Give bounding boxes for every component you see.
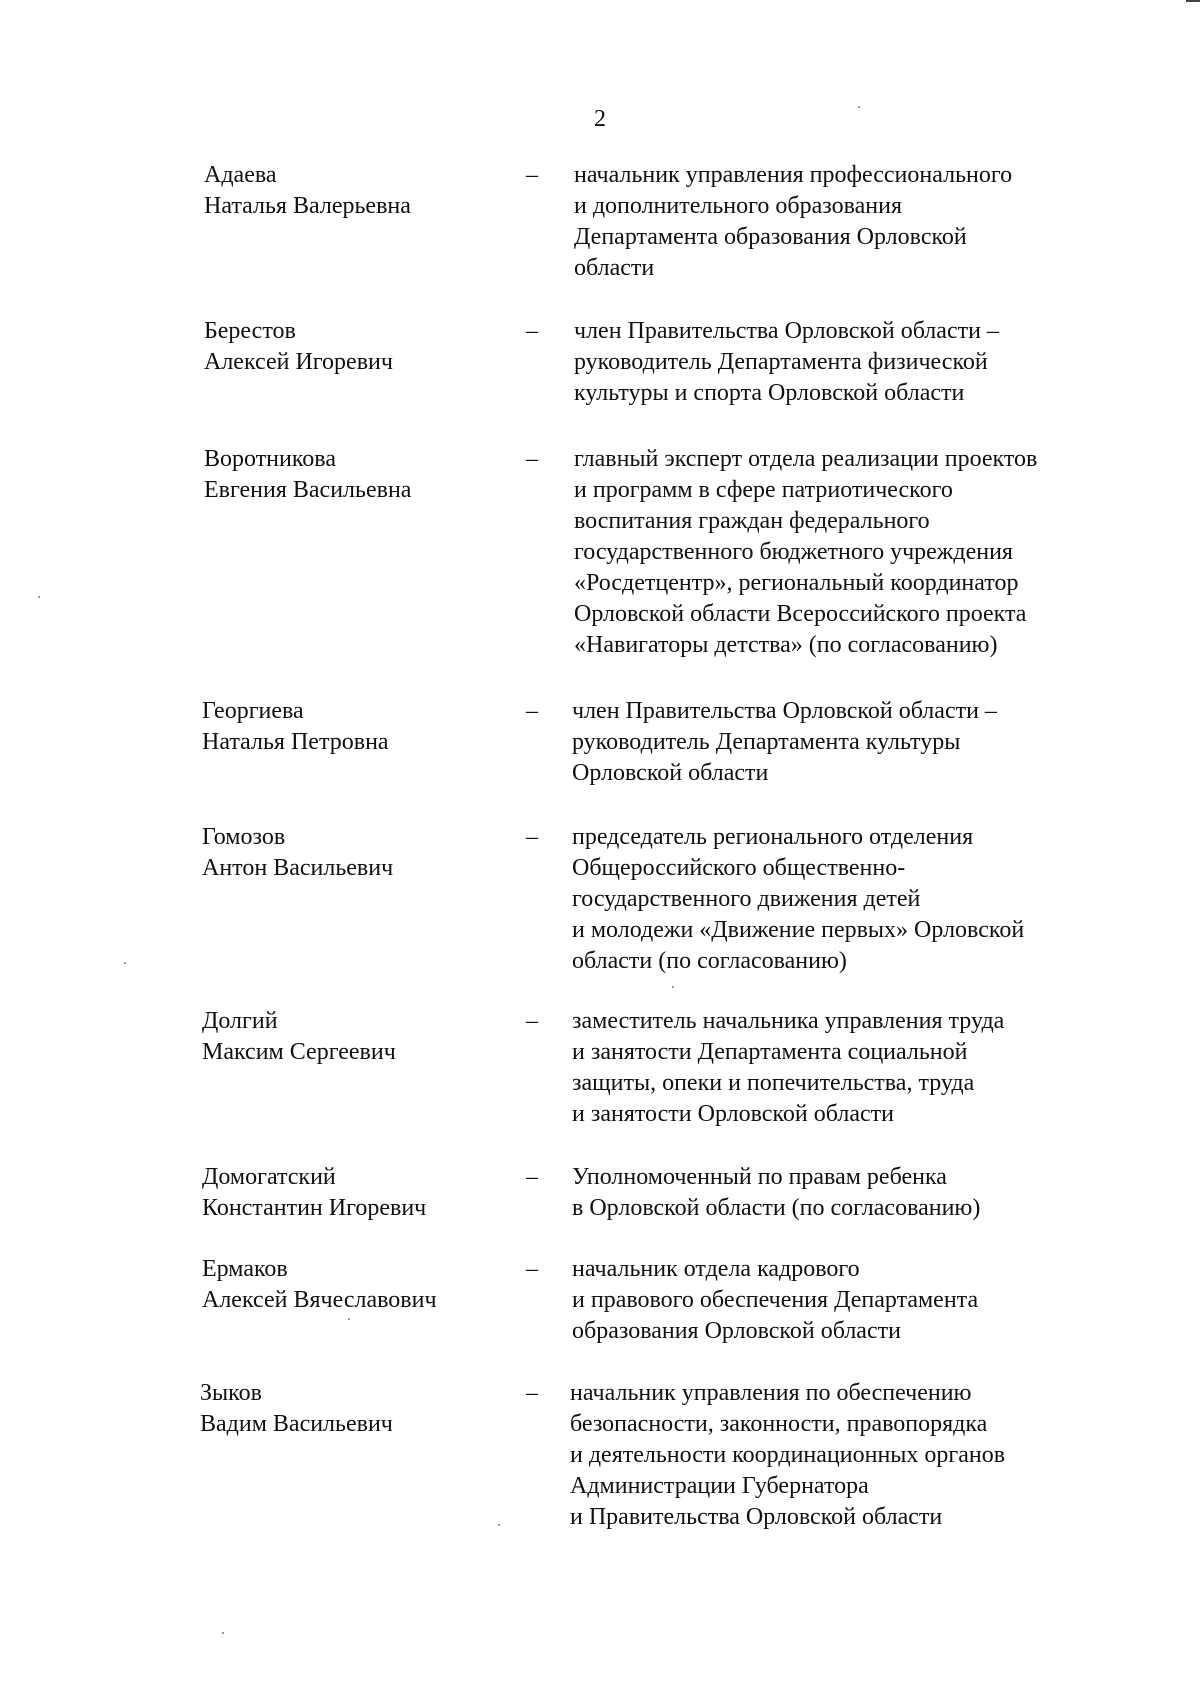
member-name xyxy=(202,696,389,758)
member-surname: Ермаков xyxy=(202,1256,288,1282)
page-number: 2 xyxy=(594,106,606,132)
position-line: культуры и спорта Орловской области xyxy=(574,380,965,406)
member-position xyxy=(572,1006,1004,1130)
position-line: государственного движения детей xyxy=(572,886,921,912)
member-surname: Гомозов xyxy=(202,824,286,850)
position-line: Администрации Губернатора xyxy=(570,1473,869,1499)
position-line: начальник отдела кадрового xyxy=(572,1256,860,1282)
position-line: руководитель Департамента физической xyxy=(574,349,988,375)
member-position xyxy=(574,160,1012,284)
position-line: руководитель Департамента культуры xyxy=(572,729,961,755)
scan-speck xyxy=(348,1318,350,1320)
position-line: и занятости Орловской области xyxy=(572,1101,894,1127)
scan-speck xyxy=(672,986,674,988)
separator-dash: – xyxy=(526,824,538,850)
separator-dash: – xyxy=(526,1256,538,1282)
scan-corner-mark xyxy=(1186,0,1200,12)
position-line: Общероссийского общественно- xyxy=(572,855,906,881)
separator-dash: – xyxy=(526,1380,538,1406)
position-line: и программ в сфере патриотического xyxy=(574,477,953,503)
member-position xyxy=(572,1254,978,1347)
member-name xyxy=(200,1378,393,1440)
member-given-names: Алексей Игоревич xyxy=(204,349,393,375)
member-position xyxy=(574,444,1037,661)
member-name xyxy=(202,822,393,884)
position-line: в Орловской области (по согласованию) xyxy=(572,1195,981,1221)
member-surname: Долгий xyxy=(202,1008,278,1034)
position-line: образования Орловской области xyxy=(572,1318,901,1344)
position-line: и деятельности координационных органов xyxy=(570,1442,1006,1468)
member-given-names: Максим Сергеевич xyxy=(202,1039,396,1065)
position-line: области (по согласованию) xyxy=(572,948,847,974)
member-name xyxy=(204,316,393,378)
member-name xyxy=(202,1162,426,1224)
position-line: Уполномоченный по правам ребенка xyxy=(572,1164,947,1190)
position-line: государственного бюджетного учреждения xyxy=(574,539,1013,565)
position-line: защиты, опеки и попечительства, труда xyxy=(572,1070,975,1096)
member-given-names: Вадим Васильевич xyxy=(200,1411,393,1437)
scan-speck xyxy=(124,962,126,964)
position-line: и занятости Департамента социальной xyxy=(572,1039,968,1065)
position-line: заместитель начальника управления труда xyxy=(572,1008,1005,1034)
separator-dash: – xyxy=(526,162,538,188)
member-name xyxy=(202,1254,437,1316)
scan-speck xyxy=(222,1632,224,1634)
member-position xyxy=(572,822,1024,977)
member-given-names: Евгения Васильевна xyxy=(204,477,412,503)
position-line: и молодежи «Движение первых» Орловской xyxy=(572,917,1025,943)
member-surname: Воротникова xyxy=(204,446,336,472)
member-surname: Адаева xyxy=(204,162,277,188)
member-surname: Домогатский xyxy=(202,1164,336,1190)
member-position xyxy=(572,1162,980,1224)
position-line: и Правительства Орловской области xyxy=(570,1504,943,1530)
member-surname: Зыков xyxy=(200,1380,262,1406)
member-position xyxy=(574,316,999,409)
member-given-names: Константин Игоревич xyxy=(202,1195,427,1221)
position-line: «Росдетцентр», региональный координатор xyxy=(574,570,1019,596)
position-line: начальник управления по обеспечению xyxy=(570,1380,972,1406)
position-line: «Навигаторы детства» (по согласованию) xyxy=(574,632,998,658)
separator-dash: – xyxy=(526,446,538,472)
position-line: Орловской области Всероссийского проекта xyxy=(574,601,1027,627)
member-given-names: Антон Васильевич xyxy=(202,855,394,881)
separator-dash: – xyxy=(526,698,538,724)
position-line: главный эксперт отдела реализации проектов xyxy=(574,446,1038,472)
member-name xyxy=(204,444,411,506)
position-line: и правового обеспечения Департамента xyxy=(572,1287,979,1313)
position-line: председатель регионального отделения xyxy=(572,824,974,850)
member-surname: Георгиева xyxy=(202,698,304,724)
member-given-names: Алексей Вячеславович xyxy=(202,1287,437,1313)
member-given-names: Наталья Петровна xyxy=(202,729,389,755)
scan-speck xyxy=(858,106,860,108)
position-line: воспитания граждан федерального xyxy=(574,508,930,534)
member-position xyxy=(570,1378,1005,1533)
position-line: Департамента образования Орловской xyxy=(574,224,967,250)
member-name xyxy=(204,160,411,222)
scan-speck xyxy=(38,596,40,598)
position-line: безопасности, законности, правопорядка xyxy=(570,1411,988,1437)
member-given-names: Наталья Валерьевна xyxy=(204,193,411,219)
separator-dash: – xyxy=(526,318,538,344)
member-name xyxy=(202,1006,396,1068)
position-line: Орловской области xyxy=(572,760,769,786)
position-line: начальник управления профессионального xyxy=(574,162,1013,188)
member-surname: Берестов xyxy=(204,318,296,344)
member-position xyxy=(572,696,997,789)
separator-dash: – xyxy=(526,1008,538,1034)
position-line: член Правительства Орловской области – xyxy=(574,318,999,344)
separator-dash: – xyxy=(526,1164,538,1190)
position-line: области xyxy=(574,255,655,281)
position-line: член Правительства Орловской области – xyxy=(572,698,997,724)
position-line: и дополнительного образования xyxy=(574,193,902,219)
scan-speck xyxy=(498,1524,500,1526)
